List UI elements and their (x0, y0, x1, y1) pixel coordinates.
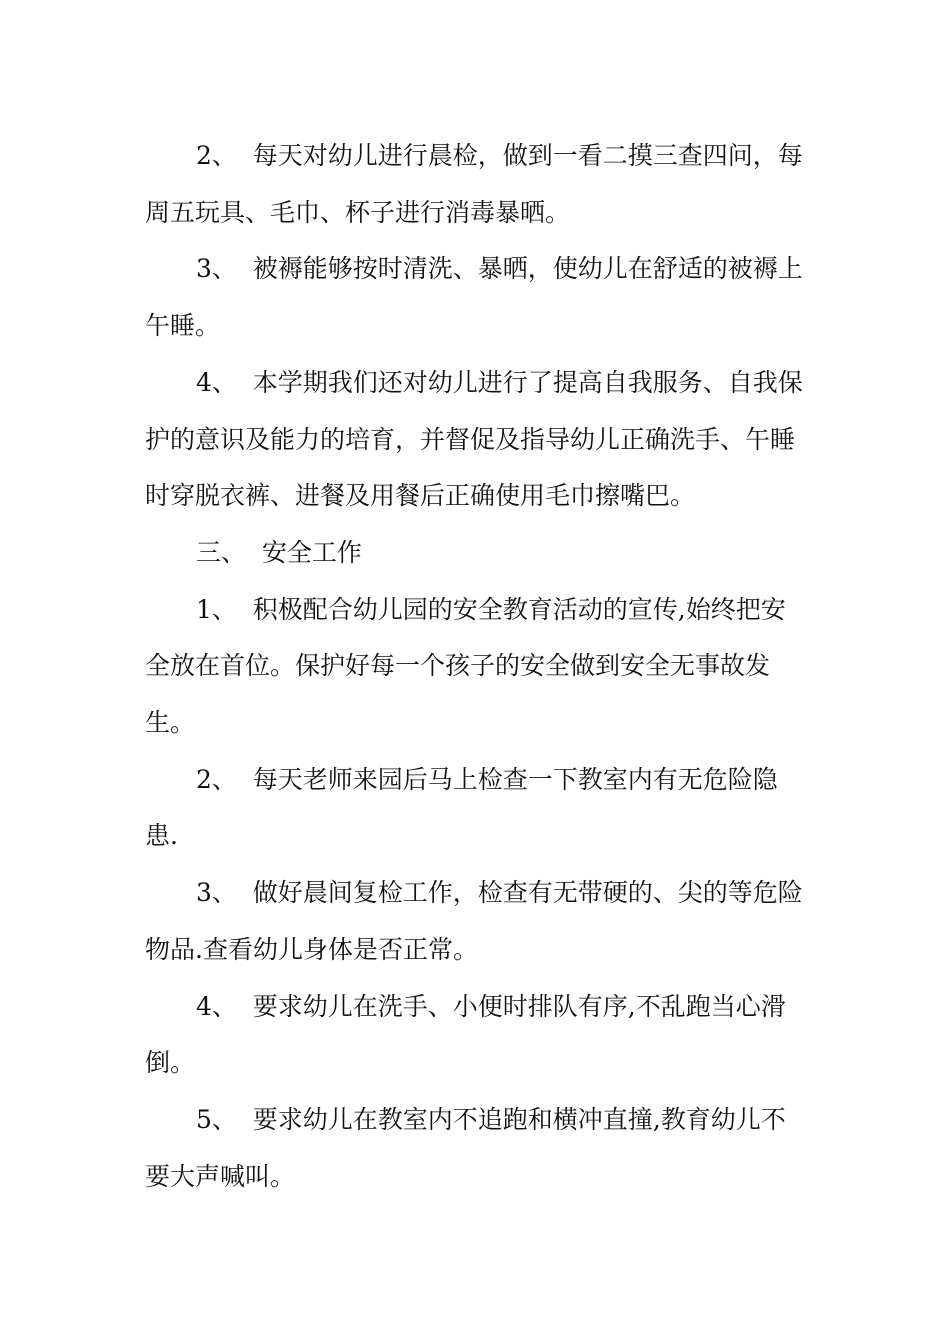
paragraph-hygiene-2: 2、 每天对幼儿进行晨检，做到一看二摸三查四问，每周五玩具、毛巾、杯子进行消毒暴晒。 (145, 141, 803, 227)
paragraph-safety-1: 1、 积极配合幼儿园的安全教育活动的宣传,始终把安全放在首位。保护好每一个孩子的安全做到安全无事故发生。 (145, 594, 786, 738)
paragraph-safety-3: 3、 做好晨间复检工作，检查有无带硬的、尖的等危险物品.查看幼儿身体是否正常。 (145, 878, 803, 964)
paragraph-hygiene-3: 3、 被褥能够按时清洗、暴晒，使幼儿在舒适的被褥上午睡。 (145, 254, 803, 341)
paragraph-hygiene-4: 4、 本学期我们还对幼儿进行了提高自我服务、自我保护的意识及能力的培育，并督促及指导幼儿正确洗手、午睡时穿脱衣裤、进餐及用餐后正确使用毛巾擦嘴巴。 (145, 367, 803, 511)
section-heading-safety: 三、 安全工作 (196, 537, 362, 567)
paragraph-safety-4: 4、 要求幼儿在洗手、小便时排队有序,不乱跑当心滑倒。 (145, 991, 786, 1078)
paragraph-safety-2: 2、 每天老师来园后马上检查一下教室内有无危险隐患. (145, 764, 778, 851)
document-body (145, 128, 805, 1205)
paragraph-safety-5: 5、 要求幼儿在教室内不追跑和横冲直撞,教育幼儿不要大声喊叫。 (145, 1104, 786, 1191)
